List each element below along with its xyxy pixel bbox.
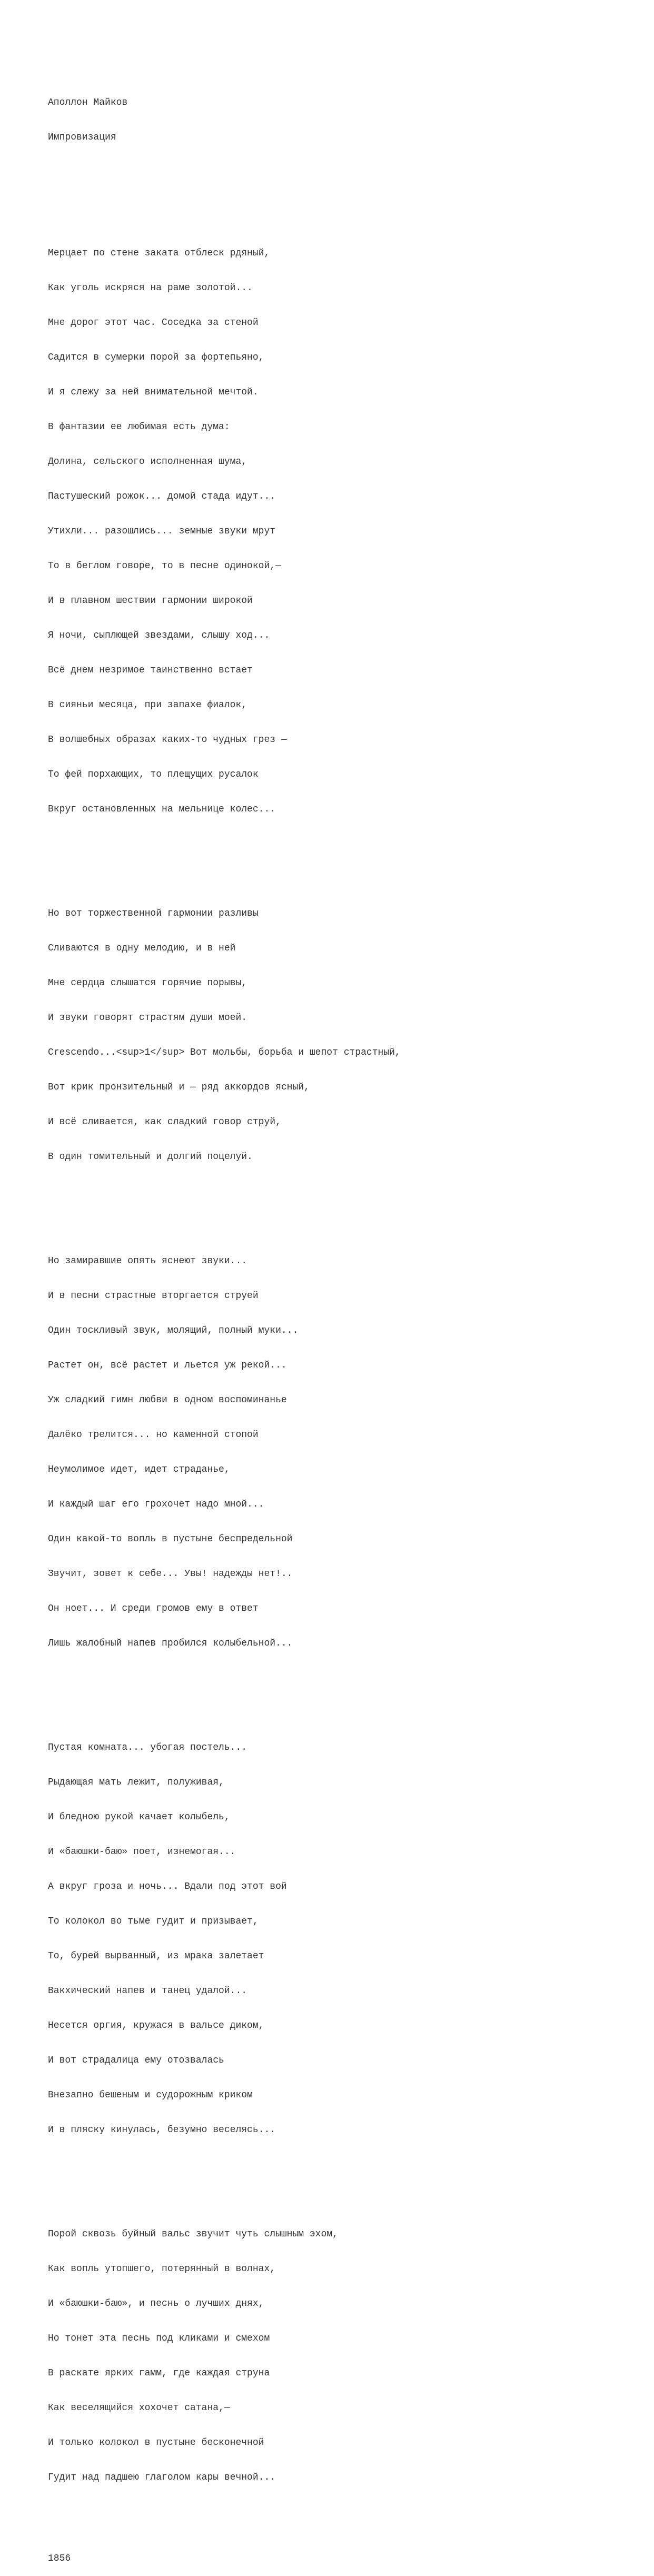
poem-line: Растет он, всё растет и льется уж рекой...	[48, 1360, 287, 1371]
stanza-4	[48, 1719, 627, 2159]
poem-line: Мерцает по стене заката отблеск рдяный,	[48, 248, 270, 259]
poem-line: Вакхический напев и танец удалой...	[48, 1986, 247, 1996]
poem-line: То колокол во тьме гудит и призывает,	[48, 1916, 259, 1927]
author-name: Аполлон Майков	[48, 97, 128, 108]
poem-line: В сияньи месяца, при запахе фиалок,	[48, 700, 247, 710]
poem-line: Один какой-то вопль в пустыне беспредельной	[48, 1534, 293, 1544]
poem-line: Я ночи, сыплющей звездами, слышу ход...	[48, 630, 270, 641]
poem-line: И бледною рукой качает колыбель,	[48, 1812, 230, 1822]
poem-line: В волшебных образах каких-то чудных грез —	[48, 735, 287, 745]
stanza-1	[48, 224, 627, 838]
stanza-2	[48, 885, 627, 1186]
poem-line: Но вот торжественной гармонии разливы	[48, 908, 259, 919]
poem-line: В раскате ярких гамм, где каждая струна	[48, 2368, 270, 2379]
poem-line: Но замиравшие опять яснеют звуки...	[48, 1256, 247, 1266]
poem-line: Несется оргия, кружася в вальсе диком,	[48, 2020, 264, 2031]
poem-line: Рыдающая мать лежит, полуживая,	[48, 1777, 224, 1788]
stanza-3	[48, 1232, 627, 1672]
poem-line: И в песни страстные вторгается струей	[48, 1291, 259, 1301]
poem-line: Садится в сумерки порой за фортепьяно,	[48, 352, 264, 363]
poem-line: Вот крик пронзительный и — ряд аккордов ясный,	[48, 1082, 310, 1093]
poem-line: Вкруг остановленных на мельнице колес...	[48, 804, 276, 815]
poem-line: Но тонет эта песнь под кликами и смехом	[48, 2333, 270, 2344]
poem-line: Пастушеский рожок... домой стада идут...	[48, 491, 276, 502]
poem-line: И каждый шаг его грохочет надо мной...	[48, 1499, 264, 1510]
poem-line: И в пляску кинулась, безумно веселясь...	[48, 2125, 276, 2135]
poem-header	[48, 74, 627, 166]
poem-line: И «баюшки-баю» поет, изнемогая...	[48, 1847, 236, 1857]
poem-line: В фантазии ее любимая есть дума:	[48, 422, 230, 432]
poem-line: И только колокол в пустыне бесконечной	[48, 2438, 264, 2448]
poem-line: То фей порхающих, то плещущих русалок	[48, 769, 259, 780]
poem-line: Далёко трелится... но каменной стопой	[48, 1430, 259, 1440]
poem-line: Он ноет... И среди громов ему в ответ	[48, 1603, 259, 1614]
poem-line: И вот страдалица ему отозвалась	[48, 2055, 224, 2066]
poem-line: Всё днем незримое таинственно встает	[48, 665, 253, 676]
poem-line: То в беглом говоре, то в песне одинокой,—	[48, 561, 281, 571]
poem-line: Лишь жалобный напев пробился колыбельной...	[48, 1638, 293, 1649]
poem-line: И всё сливается, как сладкий говор струй,	[48, 1117, 281, 1127]
poem-line: Внезапно бешеным и судорожным криком	[48, 2090, 253, 2101]
poem-line: Долина, сельского исполненная шума,	[48, 457, 247, 467]
poem-line: Как уголь искряся на раме золотой...	[48, 283, 253, 293]
poem-line: И звуки говорят страстям души моей.	[48, 1013, 247, 1023]
poem-line: Сливаются в одну мелодию, и в ней	[48, 943, 236, 954]
poem-line: И я слежу за ней внимательной мечтой.	[48, 387, 259, 398]
poem-year: 1856	[48, 2553, 71, 2564]
poem-line: Звучит, зовет к себе... Увы! надежды нет!..	[48, 1569, 293, 1579]
poem-line: Мне сердца слышатся горячие порывы,	[48, 978, 247, 988]
poem-line: Один тоскливый звук, молящий, полный муки...	[48, 1325, 299, 1336]
poem-line: Порой сквозь буйный вальс звучит чуть слышным эхом,	[48, 2229, 338, 2240]
poem-line: Уж сладкий гимн любви в одном воспоминанье	[48, 1395, 287, 1405]
poem-line: Мне дорог этот час. Соседка за стеной	[48, 318, 259, 328]
document-page	[48, 51, 627, 2576]
poem-line: Неумолимое идет, идет страданье,	[48, 1464, 230, 1475]
poem-line: То, бурей вырванный, из мрака залетает	[48, 1951, 264, 1961]
poem-line: Как вопль утопшего, потерянный в волнах,	[48, 2264, 276, 2274]
poem-line: В один томительный и долгий поцелуй.	[48, 1152, 253, 1162]
poem-line: Пустая комната... убогая постель...	[48, 1742, 247, 1753]
poem-line: А вкруг гроза и ночь... Вдали под этот вой	[48, 1881, 287, 1892]
poem-line: Crescendo...<sup>1</sup> Вот мольбы, борьба и шепот страстный,	[48, 1047, 401, 1058]
poem-line: Утихли... разошлись... земные звуки мрут	[48, 526, 276, 537]
poem-line: Как веселящийся хохочет сатана,—	[48, 2403, 230, 2413]
poem-title: Импровизация	[48, 132, 116, 143]
poem-line: И «баюшки-баю», и песнь о лучших днях,	[48, 2298, 264, 2309]
stanza-5	[48, 2205, 627, 2506]
poem-line: И в плавном шествии гармонии широкой	[48, 596, 253, 606]
poem-line: Гудит над падшею глаголом кары вечной...	[48, 2472, 276, 2483]
